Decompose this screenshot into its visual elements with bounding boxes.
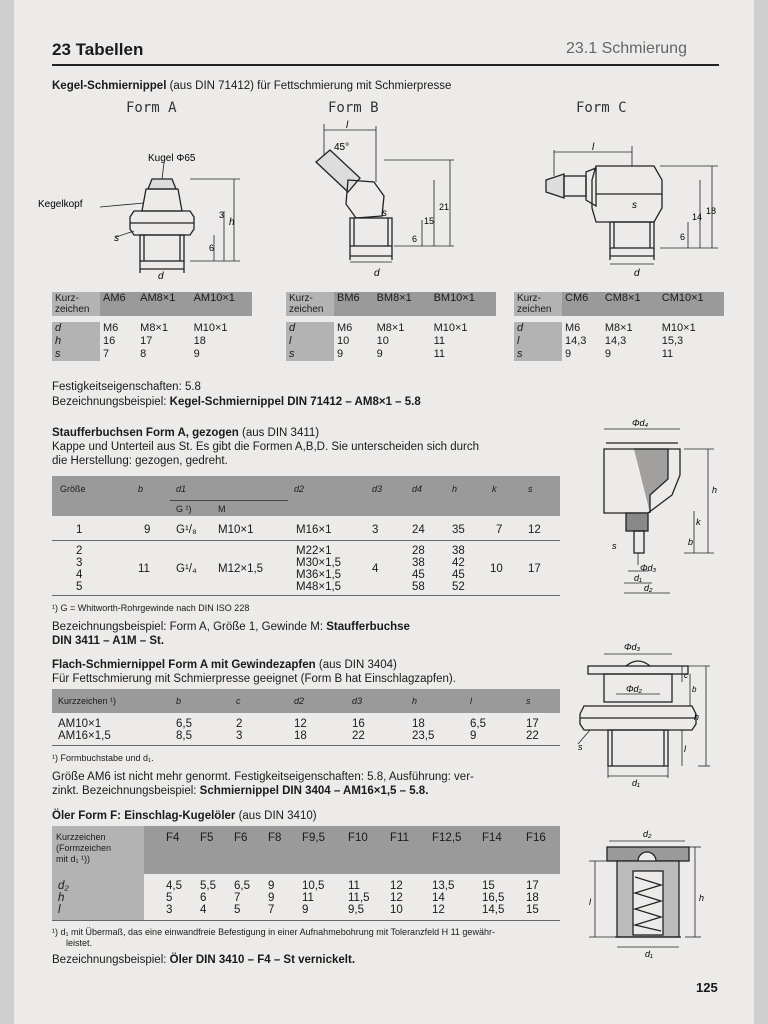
oeler-cell: 5,5 xyxy=(200,880,216,892)
col-b: b xyxy=(138,484,144,494)
stauffer-desc-1: Kappe und Unterteil aus St. Es gibt die Formen A,B,D. Sie unterscheiden sich durch xyxy=(52,441,480,453)
row-key: d xyxy=(514,322,562,335)
d2-d: M48×1,5 xyxy=(296,581,342,593)
oeler-cell: 9 xyxy=(268,880,275,892)
table-cell: 11 xyxy=(661,348,674,360)
oeler-col-head: F12,5 xyxy=(432,832,462,844)
oeler-cell: 17 xyxy=(526,880,539,892)
svg-text:d₂: d₂ xyxy=(644,583,653,593)
drawing-stauffer xyxy=(584,415,734,600)
oeler-col-head: F4 xyxy=(166,832,180,844)
subcol-g: G ¹) xyxy=(176,504,192,514)
angle-label: 45° xyxy=(334,142,350,153)
row-divider xyxy=(52,745,560,746)
h-c: 45 xyxy=(452,569,465,581)
table-cell: 9 xyxy=(193,348,200,360)
stauffer-desc-2: die Herstellung: gezogen, gedreht. xyxy=(52,455,228,467)
h-a: 38 xyxy=(452,545,465,557)
svg-text:h: h xyxy=(712,485,718,495)
form-b-label: Form B xyxy=(328,100,379,116)
flach-footnote: ¹) Formbuchstabe und d₁. xyxy=(52,753,154,763)
section-title: 23.1 Schmierung xyxy=(566,40,687,57)
svg-text:Φd₃: Φd₃ xyxy=(624,642,641,652)
table-cell: 9 xyxy=(604,348,611,360)
drawing-form-a xyxy=(38,145,244,285)
svg-text:s: s xyxy=(578,742,583,752)
svg-text:b: b xyxy=(688,537,694,547)
cell: 8,5 xyxy=(176,730,192,742)
subcol-m: M xyxy=(218,504,226,514)
svg-text:c: c xyxy=(684,671,688,680)
oeler-col-head: F16 xyxy=(526,832,546,844)
kegel-heading xyxy=(52,79,451,93)
oeler-cell: 9,5 xyxy=(348,904,364,916)
stauffer-bez-bold: Staufferbuchse xyxy=(326,621,410,633)
flach-rows-kurz xyxy=(58,718,111,742)
oeler-col-head: F6 xyxy=(234,832,248,844)
row-key: d xyxy=(286,322,334,335)
flach-bez-prefix: zinkt. Bezeichnungsbeispiel: xyxy=(52,785,200,797)
oeler-cell: 11 xyxy=(302,892,314,904)
oeler-footnote-2: leistet. xyxy=(66,938,93,948)
stauffer-bez-1 xyxy=(52,620,410,634)
fcol-kurz: Kurzzeichen ¹) xyxy=(58,696,117,706)
svg-text:3: 3 xyxy=(219,210,225,220)
svg-text:Φd₃: Φd₃ xyxy=(640,563,657,573)
flach-rows-c xyxy=(236,718,242,742)
svg-text:h: h xyxy=(694,712,700,722)
table-head-label: Kurz- zeichen xyxy=(514,292,562,316)
table-head-cell: CM6 xyxy=(565,292,589,304)
cell: 6,5 xyxy=(470,718,486,730)
col-d1: d1 xyxy=(176,484,187,494)
table-form-c xyxy=(514,292,724,361)
svg-text:14: 14 xyxy=(692,212,703,222)
kegelkopf-label: Kegelkopf xyxy=(38,199,83,210)
table-head-label: Kurz- zeichen xyxy=(286,292,334,316)
table-head-cell: AM8×1 xyxy=(140,292,176,304)
r2-d3: 4 xyxy=(372,563,379,575)
oeler-cell: 10,5 xyxy=(302,880,325,892)
flach-table-header-bg xyxy=(52,689,560,713)
oeler-cell: 11 xyxy=(348,880,360,892)
svg-text:h: h xyxy=(699,893,705,903)
oeler-cell: 7 xyxy=(234,892,241,904)
row-key: l xyxy=(286,335,334,348)
svg-text:d₁: d₁ xyxy=(634,573,642,583)
oeler-cell: 4 xyxy=(200,904,207,916)
d2-a: M22×1 xyxy=(296,545,332,557)
oeler-bez-bold: Öler DIN 3410 – F4 – St vernickelt. xyxy=(169,954,356,966)
drawing-flach xyxy=(564,640,714,790)
oeler-col-head: F14 xyxy=(482,832,502,844)
table-head-cell: BM10×1 xyxy=(433,292,475,304)
svg-text:h: h xyxy=(229,217,235,228)
oeler-bezeichnung xyxy=(52,953,355,967)
stauffer-table-header-bg xyxy=(52,476,560,516)
col-h: h xyxy=(452,484,458,494)
table-head-cell: AM10×1 xyxy=(193,292,235,304)
svg-text:6: 6 xyxy=(680,232,686,242)
table-cell: M6 xyxy=(337,322,353,334)
row-key: s xyxy=(52,348,100,361)
col-k: k xyxy=(492,484,497,494)
oeler-cell: 9 xyxy=(268,892,275,904)
r1-k: 7 xyxy=(496,524,503,536)
oeler-key-l: l xyxy=(58,904,61,916)
h-b: 42 xyxy=(452,557,465,569)
oeler-cell: 15 xyxy=(482,880,495,892)
flach-heading xyxy=(52,658,397,672)
table-cell: 11 xyxy=(433,348,445,360)
d4-c: 45 xyxy=(412,569,425,581)
flach-rows-h xyxy=(412,718,434,742)
table-cell: 11 xyxy=(433,335,445,347)
r2-h xyxy=(452,545,465,593)
oeler-cell: 10 xyxy=(390,904,403,916)
row-key: d xyxy=(52,322,100,335)
col-d2: d2 xyxy=(294,484,305,494)
svg-text:d₁: d₁ xyxy=(645,949,653,959)
table-form-a xyxy=(52,292,252,361)
table-cell: M6 xyxy=(565,322,581,334)
svg-text:s: s xyxy=(114,233,119,244)
table-cell: M8×1 xyxy=(376,322,405,334)
flach-title-rest: (aus DIN 3404) xyxy=(315,659,397,671)
oeler-key-h: h xyxy=(58,892,65,904)
oeler-heading xyxy=(52,809,317,823)
row-key: s xyxy=(286,348,334,361)
stauffer-bez-text: Bezeichnungsbeispiel: Form A, Größe 1, Gewinde M: xyxy=(52,621,324,633)
r1-b: 9 xyxy=(144,524,151,536)
oeler-title-rest: (aus DIN 3410) xyxy=(235,810,317,822)
fcol-s: s xyxy=(526,696,531,706)
g4: 4 xyxy=(76,569,83,581)
svg-text:l: l xyxy=(589,897,591,907)
svg-text:6: 6 xyxy=(209,243,215,253)
fcol-c: c xyxy=(236,696,241,706)
svg-text:Φd₄: Φd₄ xyxy=(632,418,649,428)
r1-d3: 3 xyxy=(372,524,379,536)
table-cell: 10 xyxy=(337,335,350,347)
oeler-cell: 6 xyxy=(200,892,207,904)
r2-d2 xyxy=(296,545,341,593)
cell: 22 xyxy=(526,730,539,742)
r1-groesse: 1 xyxy=(76,524,83,536)
fcol-d3: d3 xyxy=(352,696,363,706)
kugel-label: Kugel Φ65 xyxy=(148,153,196,164)
col-groesse: Größe xyxy=(60,484,86,494)
svg-text:6: 6 xyxy=(412,234,418,244)
d4-b: 38 xyxy=(412,557,425,569)
r1-d4: 24 xyxy=(412,524,425,536)
drawing-oeler xyxy=(589,825,719,960)
drawing-form-c xyxy=(534,140,724,280)
cell: 22 xyxy=(352,730,365,742)
table-cell: M10×1 xyxy=(193,322,228,334)
col-d3: d3 xyxy=(372,484,383,494)
flach-rows-d3 xyxy=(352,718,365,742)
oeler-col-head: F11 xyxy=(390,832,409,844)
oeler-col-head: F5 xyxy=(200,832,214,844)
drawing-form-b xyxy=(294,120,464,285)
flach-text-2 xyxy=(52,784,428,798)
table-head-cell: BM8×1 xyxy=(376,292,412,304)
oeler-cell: 3 xyxy=(166,904,173,916)
g5: 5 xyxy=(76,581,83,593)
fcol-l: l xyxy=(470,696,472,706)
svg-text:b: b xyxy=(692,685,697,694)
oeler-cell: 12 xyxy=(390,880,403,892)
table-head-cell: BM6 xyxy=(337,292,360,304)
table-cell: 8 xyxy=(140,348,147,360)
stauffer-title-rest: (aus DIN 3411) xyxy=(238,427,320,439)
oeler-cell: 12 xyxy=(432,904,445,916)
table-head-cell: CM10×1 xyxy=(661,292,704,304)
kegel-title-rest: (aus DIN 71412) für Fettschmierung mit Schmierpresse xyxy=(166,80,452,92)
cell: 16 xyxy=(352,718,365,730)
oeler-cell: 7 xyxy=(268,904,275,916)
oeler-cell: 16,5 xyxy=(482,892,505,904)
oeler-cell: 5 xyxy=(166,892,173,904)
col-d4: d4 xyxy=(412,484,423,494)
oeler-col-head: F8 xyxy=(268,832,282,844)
oeler-cell: 12 xyxy=(390,892,403,904)
r2-g: G¹/₄ xyxy=(176,563,197,575)
g2: 2 xyxy=(76,545,83,557)
row-key: h xyxy=(52,335,100,348)
d2-b: M30×1,5 xyxy=(296,557,342,569)
cell: 12 xyxy=(294,718,307,730)
d4-a: 28 xyxy=(412,545,425,557)
svg-text:d₂: d₂ xyxy=(643,829,652,839)
table-cell: M10×1 xyxy=(661,322,696,334)
oeler-title: Öler Form F: Einschlag-Kugelöler xyxy=(52,810,236,822)
oeler-cell: 15 xyxy=(526,904,539,916)
table-cell: M8×1 xyxy=(604,322,633,334)
bez-prefix: Bezeichnungsbeispiel: xyxy=(52,396,170,408)
d4-d: 58 xyxy=(412,581,425,593)
flach-title: Flach-Schmiernippel Form A mit Gewindezapfen xyxy=(52,659,316,671)
table-head-label: Kurz- zeichen xyxy=(52,292,100,316)
svg-text:s: s xyxy=(632,200,637,211)
r2-s: 17 xyxy=(528,563,541,575)
row-divider xyxy=(52,595,560,596)
flach-bez-bold: Schmiernippel DIN 3404 – AM16×1,5 – 5.8. xyxy=(199,785,429,797)
cell: 18 xyxy=(294,730,307,742)
header-rule xyxy=(52,64,719,66)
svg-text:d: d xyxy=(634,268,640,279)
form-c-label: Form C xyxy=(576,100,627,116)
table-form-b xyxy=(286,292,496,361)
cell: AM16×1,5 xyxy=(58,730,111,742)
cell: 17 xyxy=(526,718,539,730)
stauffer-heading xyxy=(52,426,319,440)
r1-d2: M16×1 xyxy=(296,524,332,536)
h-d: 52 xyxy=(452,581,465,593)
g3: 3 xyxy=(76,557,83,569)
kegel-bezeichnung xyxy=(52,395,421,409)
page-number: 125 xyxy=(696,980,718,995)
table-head-cell: CM8×1 xyxy=(604,292,641,304)
flach-rows-l xyxy=(470,718,486,742)
flach-rows-d2 xyxy=(294,718,307,742)
svg-text:l: l xyxy=(346,120,349,131)
svg-text:s: s xyxy=(612,541,617,551)
table-cell: 9 xyxy=(337,348,344,360)
svg-text:k: k xyxy=(696,517,701,527)
oeler-cell: 5 xyxy=(234,904,241,916)
r1-m: M10×1 xyxy=(218,524,254,536)
table-cell: 18 xyxy=(193,335,206,347)
r1-g: G¹/₈ xyxy=(176,524,197,536)
oeler-cell: 18 xyxy=(526,892,539,904)
table-cell: 17 xyxy=(140,335,153,347)
table-cell: 7 xyxy=(103,348,110,360)
cell: 2 xyxy=(236,718,243,730)
svg-text:s: s xyxy=(382,208,387,219)
flach-rows-b xyxy=(176,718,192,742)
row-divider xyxy=(52,920,560,921)
fcol-b: b xyxy=(176,696,182,706)
cell: AM10×1 xyxy=(58,718,102,730)
fcol-d2: d2 xyxy=(294,696,305,706)
svg-text:l: l xyxy=(592,142,595,153)
table-cell: 16 xyxy=(103,335,116,347)
oeler-head-label: Kurzzeichen (Formzeichen mit d₁ ¹)) xyxy=(56,832,112,864)
r2-groesse xyxy=(76,545,82,593)
table-cell: 14,3 xyxy=(565,335,587,347)
r2-b: 11 xyxy=(138,563,150,575)
svg-text:Φd₂: Φd₂ xyxy=(626,684,642,694)
oeler-footnote-1: ¹) d₁ mit Übermaß, das eine einwandfreie Befestigung in einer Aufnahmebohrung mit Toleranzfeld H 11 gewähr- xyxy=(52,927,495,937)
cell: 18 xyxy=(412,718,425,730)
bez-value: Kegel-Schmiernippel DIN 71412 – AM8×1 – 5.8 xyxy=(169,396,421,408)
svg-text:d: d xyxy=(374,268,380,279)
flach-text-1: Größe AM6 ist nicht mehr genormt. Festigkeitseigenschaften: 5.8, Ausführung: ver- xyxy=(52,771,474,783)
oeler-cell: 14,5 xyxy=(482,904,505,916)
oeler-cell: 11,5 xyxy=(348,892,370,904)
stauffer-bez-2: DIN 3411 – A1M – St. xyxy=(52,635,165,647)
kegel-title: Kegel-Schmiernippel xyxy=(52,80,167,92)
flach-desc: Für Fettschmierung mit Schmierpresse geeignet (Form B hat Einschlagzapfen). xyxy=(52,673,456,685)
flach-rows-s xyxy=(526,718,539,742)
svg-text:d: d xyxy=(158,271,164,282)
row-key: l xyxy=(514,335,562,348)
table-cell: 10 xyxy=(376,335,389,347)
svg-text:21: 21 xyxy=(439,202,450,212)
cell: 9 xyxy=(470,730,477,742)
form-a-label: Form A xyxy=(126,100,177,116)
chapter-title: 23 Tabellen xyxy=(52,40,144,59)
table-cell: 9 xyxy=(376,348,383,360)
table-cell: M6 xyxy=(103,322,119,334)
oeler-key-d2: d₂ xyxy=(58,880,69,892)
row-key: s xyxy=(514,348,562,361)
cell: 3 xyxy=(236,730,243,742)
row-divider xyxy=(52,540,560,541)
r1-s: 12 xyxy=(528,524,541,536)
table-head-cell: AM6 xyxy=(103,292,126,304)
r1-h: 35 xyxy=(452,524,465,536)
oeler-cell: 14 xyxy=(432,892,445,904)
svg-text:18: 18 xyxy=(706,206,717,216)
oeler-col-head: F10 xyxy=(348,832,368,844)
r2-d4 xyxy=(412,545,425,593)
table-cell: M8×1 xyxy=(140,322,168,334)
table-cell: 9 xyxy=(565,348,572,360)
kegel-festigkeit: Festigkeitseigenschaften: 5.8 xyxy=(52,381,201,393)
svg-text:l: l xyxy=(684,744,686,754)
oeler-cell: 13,5 xyxy=(432,880,455,892)
stauffer-footnote: ¹) G = Whitworth-Rohrgewinde nach DIN ISO 228 xyxy=(52,603,250,613)
oeler-cell: 4,5 xyxy=(166,880,182,892)
table-cell: 15,3 xyxy=(661,335,684,347)
svg-text:d₁: d₁ xyxy=(632,778,640,788)
r2-m: M12×1,5 xyxy=(218,563,264,575)
cell: 23,5 xyxy=(412,730,435,742)
oeler-bez-prefix: Bezeichnungsbeispiel: xyxy=(52,954,170,966)
r2-k: 10 xyxy=(490,563,503,575)
oeler-col-head: F9,5 xyxy=(302,832,326,844)
subcol-rule xyxy=(170,500,288,501)
d2-c: M36×1,5 xyxy=(296,569,342,581)
stauffer-title: Staufferbuchsen Form A, gezogen xyxy=(52,427,239,439)
oeler-cell: 6,5 xyxy=(234,880,250,892)
svg-text:15: 15 xyxy=(424,216,435,226)
table-cell: M10×1 xyxy=(433,322,468,334)
cell: 6,5 xyxy=(176,718,192,730)
fcol-h: h xyxy=(412,696,418,706)
table-cell: 14,3 xyxy=(604,335,627,347)
col-s: s xyxy=(528,484,533,494)
oeler-cell: 9 xyxy=(302,904,309,916)
page xyxy=(14,0,754,1024)
